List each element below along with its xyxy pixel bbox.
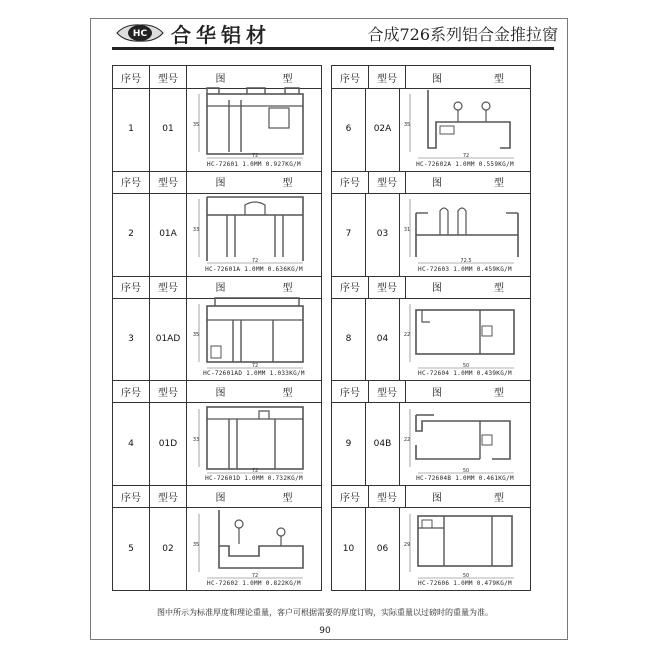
profile-section-icon — [189, 401, 319, 477]
logo-text: HC — [132, 29, 148, 39]
profile-section-icon — [189, 296, 319, 372]
profile-drawing — [187, 298, 321, 381]
profile-caption: HC-72602A 1.0MM 0.559KG/M — [416, 160, 514, 168]
row-type: 01A — [150, 193, 187, 276]
header-type: 型号 — [369, 66, 406, 88]
page-number: 90 — [319, 626, 331, 636]
header-figure: 图 型 — [215, 492, 293, 504]
header-seq: 序号 — [332, 380, 369, 402]
header-rule — [112, 47, 554, 50]
profile-row — [332, 402, 530, 486]
profile-section-icon — [400, 506, 530, 582]
header-type: 型号 — [369, 276, 406, 298]
svg-text:33: 33 — [192, 436, 200, 443]
svg-text:72: 72 — [251, 363, 259, 369]
header-seq: 序号 — [113, 66, 150, 88]
brand-logo — [115, 20, 271, 46]
header-seq: 序号 — [332, 171, 369, 193]
svg-text:31: 31 — [403, 227, 411, 234]
profile-section-icon — [189, 86, 319, 162]
header-type: 型号 — [150, 66, 187, 88]
profile-row — [332, 298, 530, 382]
profile-caption: HC-72601AD 1.0MM 1.033KG/M — [203, 370, 305, 378]
profile-drawing — [400, 402, 530, 485]
header-figure: 图 型 — [432, 387, 504, 399]
profile-drawing — [400, 88, 530, 171]
profile-row — [332, 193, 530, 277]
profile-caption: HC-72601D 1.0MM 0.732KG/M — [205, 475, 303, 483]
row-seq: 5 — [113, 507, 150, 590]
svg-text:72.5: 72.5 — [460, 258, 472, 265]
footnote: 图中所示为标准厚度和理论重量，客户可根据需要的厚度订购，实际重量以过磅时的重量为准。 — [157, 608, 493, 617]
row-type: 02A — [366, 88, 400, 171]
profile-section-icon — [400, 86, 530, 162]
svg-text:72: 72 — [251, 467, 259, 474]
profile-section-icon — [189, 191, 319, 267]
header-seq: 序号 — [332, 276, 369, 298]
profile-drawing — [187, 193, 321, 276]
header-figure: 图 型 — [432, 492, 504, 504]
row-seq: 7 — [332, 193, 366, 276]
header-figure: 图 型 — [432, 178, 504, 190]
profile-row — [113, 402, 321, 486]
header-figure: 图 型 — [432, 73, 504, 85]
svg-text:35: 35 — [192, 122, 200, 129]
header-type: 型号 — [150, 380, 187, 402]
header-figure: 图 型 — [215, 73, 293, 85]
profile-caption: HC-72606 1.0MM 0.479KG/M — [418, 579, 512, 587]
profile-caption: HC-72603 1.0MM 0.459KG/M — [418, 265, 512, 273]
profile-caption: HC-72601 1.0MM 0.927KG/M — [207, 160, 301, 168]
row-seq: 2 — [113, 193, 150, 276]
header-seq: 序号 — [332, 66, 369, 88]
header-figure: 图 型 — [215, 178, 293, 190]
header-type: 型号 — [150, 171, 187, 193]
profile-row — [113, 193, 321, 277]
header-figure: 图 型 — [215, 387, 293, 399]
header-figure: 图 型 — [432, 283, 504, 295]
profile-row — [113, 88, 321, 172]
row-seq: 10 — [332, 507, 366, 590]
header-seq: 序号 — [113, 485, 150, 507]
profile-drawing — [400, 193, 530, 276]
profile-table-right — [331, 65, 531, 591]
svg-text:22: 22 — [403, 332, 411, 338]
svg-text:29: 29 — [403, 541, 411, 548]
svg-text:50: 50 — [462, 467, 470, 474]
row-seq: 4 — [113, 402, 150, 485]
profile-section-icon — [400, 191, 530, 267]
row-type: 06 — [366, 507, 400, 590]
header-type: 型号 — [150, 276, 187, 298]
hc-logo-icon — [115, 22, 165, 44]
header-seq: 序号 — [113, 380, 150, 402]
row-type: 01 — [150, 88, 187, 171]
svg-text:35: 35 — [192, 541, 200, 548]
header-type: 型号 — [369, 485, 406, 507]
header-seq: 序号 — [332, 485, 369, 507]
header-type: 型号 — [369, 171, 406, 193]
row-seq: 1 — [113, 88, 150, 171]
header-type: 型号 — [369, 380, 406, 402]
svg-text:72: 72 — [251, 153, 259, 160]
row-type: 04B — [366, 402, 400, 485]
profile-section-icon — [189, 506, 319, 582]
profile-drawing — [187, 88, 321, 171]
brand-name: 合华铝材 — [171, 22, 271, 47]
row-type: 01D — [150, 402, 187, 485]
row-seq: 8 — [332, 298, 366, 381]
header-seq: 序号 — [113, 276, 150, 298]
profile-drawing — [400, 298, 530, 381]
row-seq: 6 — [332, 88, 366, 171]
row-type: 03 — [366, 193, 400, 276]
row-type: 04 — [366, 298, 400, 381]
profile-drawing — [187, 402, 321, 485]
profile-table-left — [112, 65, 322, 591]
profile-row — [113, 507, 321, 591]
profile-caption: HC-72604B 1.0MM 0.461KG/M — [416, 475, 514, 483]
svg-text:33: 33 — [192, 227, 200, 234]
page-title: 合成726系列铝合金推拉窗 — [367, 25, 558, 44]
row-type: 01AD — [150, 298, 187, 381]
row-type: 02 — [150, 507, 187, 590]
profile-caption: HC-72604 1.0MM 0.439KG/M — [418, 370, 512, 378]
svg-text:72: 72 — [251, 258, 259, 265]
header-figure: 图 型 — [215, 283, 293, 295]
profile-section-icon — [400, 296, 530, 372]
profile-caption: HC-72602 1.0MM 0.822KG/M — [207, 579, 301, 587]
svg-text:22: 22 — [403, 436, 411, 443]
svg-text:72: 72 — [251, 572, 259, 579]
profile-row — [332, 88, 530, 172]
row-seq: 9 — [332, 402, 366, 485]
profile-row — [113, 298, 321, 382]
svg-text:50: 50 — [462, 363, 470, 369]
profile-caption: HC-72601A 1.0MM 0.636KG/M — [205, 265, 303, 273]
svg-text:35: 35 — [403, 122, 411, 129]
svg-text:35: 35 — [192, 332, 200, 338]
profile-row — [332, 507, 530, 591]
svg-text:72: 72 — [462, 153, 470, 160]
header-seq: 序号 — [113, 171, 150, 193]
profile-drawing — [400, 507, 530, 590]
header-type: 型号 — [150, 485, 187, 507]
profile-section-icon — [400, 401, 530, 477]
profile-drawing — [187, 507, 321, 590]
row-seq: 3 — [113, 298, 150, 381]
svg-text:50: 50 — [462, 572, 470, 579]
